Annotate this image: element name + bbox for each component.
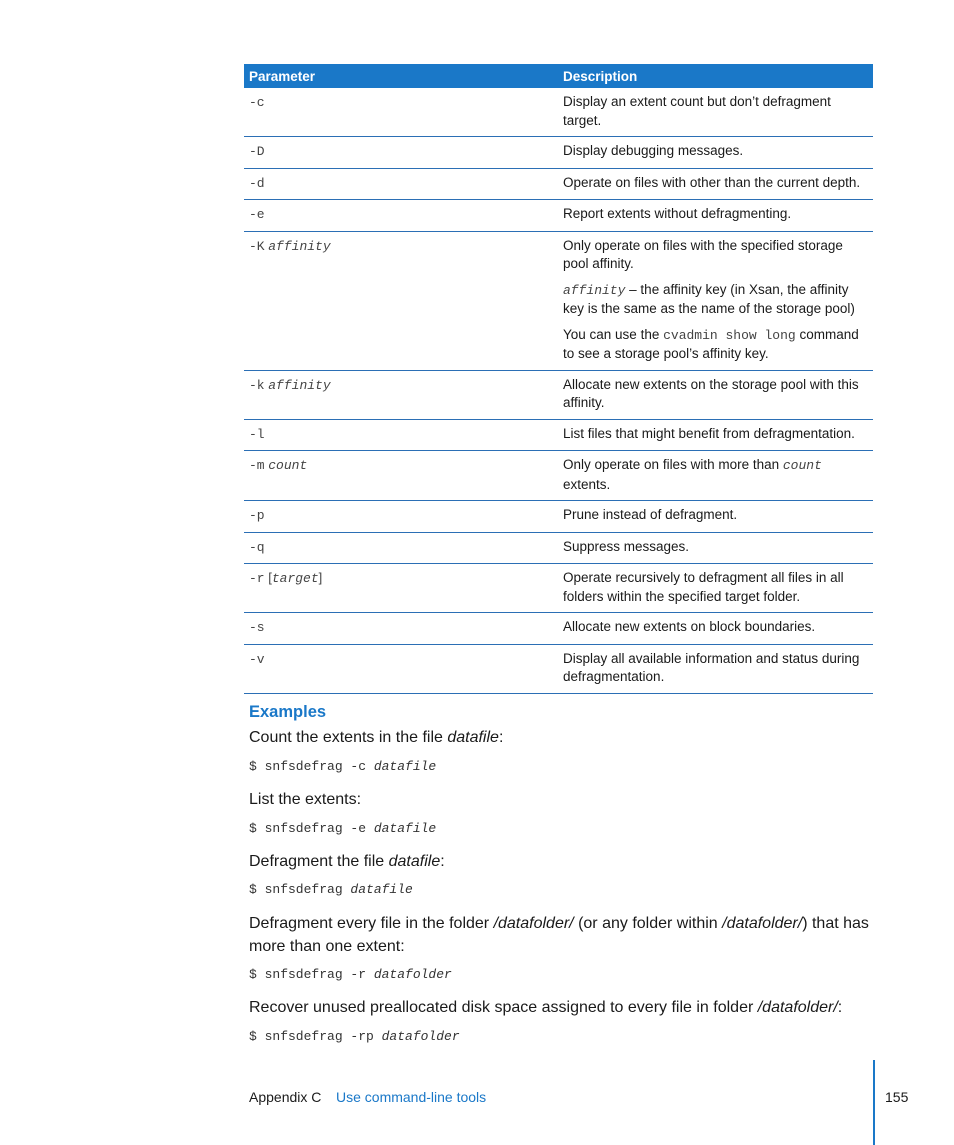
table-row	[244, 200, 873, 232]
command-argument: datafile	[373, 759, 437, 774]
command-text: $ snfsdefrag	[249, 882, 351, 897]
description-text: extents.	[563, 476, 611, 492]
page-number: 155	[885, 1089, 909, 1105]
inline-code: cvadmin show long	[663, 327, 796, 343]
description-paragraph: Allocate new extents on block boundaries.	[563, 619, 816, 634]
table-row	[244, 88, 873, 137]
description-paragraph: Prune instead of defragment.	[563, 507, 738, 522]
parameter-cell	[244, 419, 558, 451]
description-cell	[558, 231, 873, 370]
example-text: Defragment every file in the folder	[249, 915, 494, 932]
parameter-flag: -e	[249, 207, 265, 222]
italic-term: datafile	[447, 729, 499, 746]
example-command	[249, 759, 436, 774]
table-row	[244, 613, 873, 645]
description-text: Only operate on files with more than	[563, 457, 783, 472]
parameter-flag: -l	[249, 426, 265, 442]
description-cell	[558, 451, 873, 501]
parameter-cell: -r [target]	[244, 564, 558, 613]
footer-appendix: Appendix C	[249, 1089, 322, 1105]
command-argument: datafolder	[373, 967, 452, 982]
header-parameter: Parameter	[244, 64, 558, 88]
table-row	[244, 168, 873, 200]
parameter-flag: -v	[249, 651, 265, 667]
italic-term: /datafolder/	[493, 915, 574, 932]
description-cell	[558, 644, 873, 693]
example-text: Recover unused preallocated disk space assigned to every file in folder	[249, 999, 758, 1016]
description-paragraph: Report extents without defragmenting.	[563, 206, 792, 221]
example-text: :	[498, 729, 504, 746]
example-description	[249, 850, 874, 873]
parameter-flag: -m	[249, 458, 265, 473]
parameter-cell	[244, 451, 558, 501]
description-paragraph: Display an extent count but don’t defragment target.	[563, 94, 831, 128]
table-row	[244, 451, 873, 501]
example-description	[249, 788, 874, 811]
command-text: $ snfsdefrag -rp	[249, 1029, 382, 1044]
description-text: You can use the	[563, 326, 664, 342]
description-paragraph: Only operate on files with the specified storage pool affinity.	[563, 237, 843, 271]
parameter-flag: -k	[249, 377, 265, 393]
description-cell	[558, 137, 873, 169]
examples-heading: Examples	[249, 703, 327, 721]
parameter-cell	[244, 644, 558, 693]
description-paragraph: List files that might benefit from defragmentation.	[563, 425, 855, 441]
footer-divider	[873, 1060, 875, 1145]
example-command	[249, 882, 413, 897]
description-cell	[558, 564, 873, 613]
parameter-table	[244, 64, 873, 694]
table-row	[244, 644, 873, 693]
parameter-cell	[244, 137, 558, 169]
parameter-cell	[244, 532, 558, 564]
parameter-flag: -K	[249, 238, 265, 254]
table-row	[244, 501, 873, 533]
italic-term: datafile	[388, 853, 441, 870]
example-text: :	[837, 999, 843, 1016]
description-paragraph	[563, 326, 868, 364]
example-description	[249, 726, 874, 749]
parameter-cell	[244, 231, 558, 370]
description-paragraph: Operate on files with other than the current depth.	[563, 174, 861, 190]
inline-code: count	[782, 458, 822, 473]
command-argument: datafile	[350, 882, 413, 897]
description-cell	[558, 88, 873, 137]
example-text: Defragment the file	[249, 853, 389, 870]
description-cell	[558, 501, 873, 533]
parameter-argument: count	[268, 458, 308, 473]
inline-code: affinity	[563, 282, 626, 298]
description-cell	[558, 370, 873, 419]
description-cell	[558, 419, 873, 451]
description-paragraph: Display debugging messages.	[563, 143, 744, 158]
description-paragraph: Suppress messages.	[563, 538, 690, 554]
description-cell	[558, 613, 873, 645]
description-paragraph	[563, 281, 868, 319]
parameter-flag: -p	[249, 508, 265, 523]
parameter-flag: -c	[249, 95, 265, 110]
table-header-row	[244, 64, 873, 88]
command-argument: datafolder	[381, 1029, 460, 1044]
description-cell	[558, 532, 873, 564]
description-paragraph: Display all available information and status during defragmentation.	[563, 650, 860, 684]
parameter-cell	[244, 370, 558, 419]
table-row	[244, 419, 873, 451]
table-row	[244, 370, 873, 419]
example-text: (or any folder within	[573, 915, 723, 932]
command-argument: datafile	[373, 821, 437, 836]
command-text: $ snfsdefrag -r	[249, 967, 374, 982]
table-row	[244, 532, 873, 564]
parameter-cell	[244, 200, 558, 232]
footer-chapter-link[interactable]: Use command-line tools	[336, 1089, 487, 1105]
table-row	[244, 231, 873, 370]
description-paragraph: Operate recursively to defragment all files in all folders within the specified target folder.	[563, 570, 844, 604]
example-text: :	[440, 853, 445, 870]
parameter-argument: target	[271, 571, 319, 586]
italic-term: /datafolder/	[757, 999, 838, 1016]
example-description	[249, 912, 874, 958]
parameter-argument: affinity	[268, 238, 331, 254]
description-cell	[558, 168, 873, 200]
example-text: Count the extents in the file	[249, 729, 448, 746]
command-text: $ snfsdefrag -e	[249, 821, 374, 836]
parameter-flag: -q	[249, 539, 265, 555]
parameter-flag: -s	[249, 620, 265, 635]
parameter-flag: -D	[249, 144, 265, 159]
parameter-cell	[244, 88, 558, 137]
table-row	[244, 137, 873, 169]
example-command	[249, 967, 452, 982]
table-row	[244, 564, 873, 613]
description-cell	[558, 200, 873, 232]
description-paragraph: Allocate new extents on the storage pool with this affinity.	[563, 376, 859, 410]
parameter-argument: affinity	[268, 377, 331, 393]
example-command	[249, 1029, 460, 1044]
parameter-cell	[244, 168, 558, 200]
header-description: Description	[558, 64, 873, 88]
description-text: command to see a storage pool’s affinity key.	[563, 326, 859, 361]
command-text: $ snfsdefrag -c	[249, 759, 374, 774]
description-paragraph	[563, 456, 868, 494]
parameter-flag: -d	[249, 175, 265, 191]
parameter-flag: -r	[249, 571, 265, 586]
example-text: List the extents:	[249, 791, 362, 808]
example-command	[249, 821, 436, 836]
italic-term: /datafolder/	[722, 915, 803, 932]
description-text: – the affinity key (in Xsan, the affinity key is the same as the name of the storage pool)	[563, 281, 855, 316]
parameter-cell	[244, 613, 558, 645]
example-text: ) that has more than one extent:	[249, 915, 869, 955]
example-description	[249, 996, 874, 1019]
parameter-cell	[244, 501, 558, 533]
